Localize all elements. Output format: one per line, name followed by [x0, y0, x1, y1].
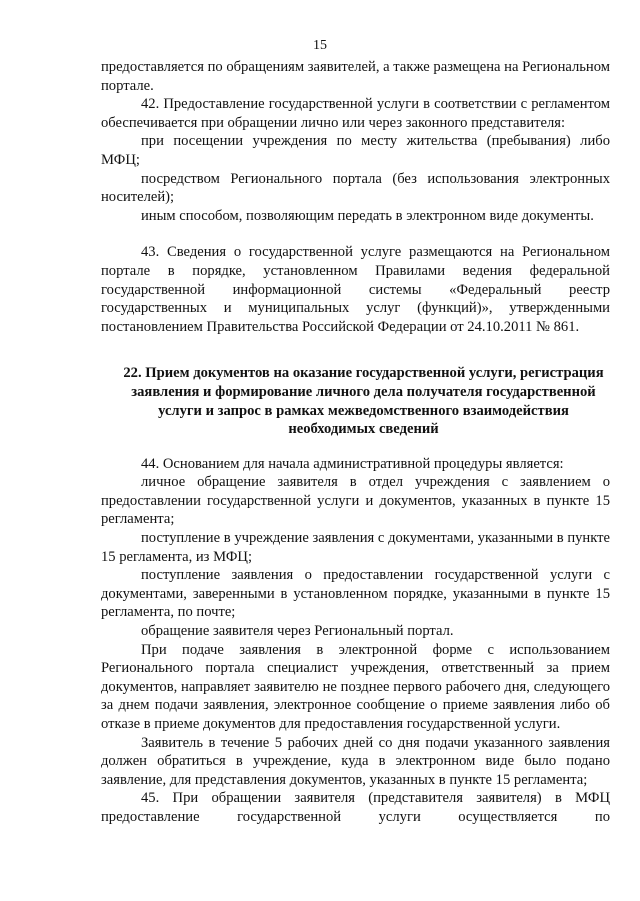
document-body — [101, 58, 610, 827]
paragraph-45: 45. При обращении заявителя (представителя заявителя) в МФЦ предоставление государственной услуги осуществляется по — [101, 790, 610, 825]
paragraph-43: 43. Сведения о государственной услуге размещаются на Региональном портале в порядке, установленном Правилами ведения федеральной государственной информационной системы «Федеральный реестр государственных и муниципальных услуг (функций)», утвержденными постановлением Правительства Российской Федерации от 24.10.2011 № 861. — [101, 244, 610, 335]
paragraph-42-item-other: иным способом, позволяющим передать в электронном виде документы. — [141, 207, 594, 224]
paragraph-44-item-personal: личное обращение заявителя в отдел учреждения с заявлением о предоставлении государственной услуги и документов, указанных в пункте 15 регламента; — [101, 474, 610, 528]
section-22-heading: 22. Прием документов на оказание государственной услуги, регистрация заявления и формирование личного дела получателя государственной услуги и запрос в рамках межведомственного взаимодействия необходимых сведений — [123, 365, 604, 438]
paragraph-44-electronic: При подаче заявления в электронной форме с использованием Регионального портала специалист учреждения, ответственный за прием документов, направляет заявителю не позднее первого рабочего дня, следующего за днем подачи заявления, электронное сообщение о приеме заявления либо об отказе в приеме документов для предоставления государственной услуги. — [101, 641, 610, 732]
page-number: 15 — [313, 38, 327, 53]
paragraph-42-item-portal: посредством Регионального портала (без использования электронных носителей); — [101, 170, 610, 206]
spacer — [101, 336, 610, 364]
spacer — [101, 439, 610, 455]
paragraph-44-item-mail: поступление заявления о предоставлении государственной услуги с документами, заверенными в установленном порядке, указанными в пункте 15 регламента, по почте; — [101, 567, 610, 621]
paragraph-44: 44. Основанием для начала административной процедуры является: — [141, 455, 564, 472]
paragraph-continuation: предоставляется по обращениям заявителей, а также размещена на Региональном портале. — [101, 59, 610, 94]
paragraph-44-deadline: Заявитель в течение 5 рабочих дней со дня подачи указанного заявления должен обратиться в учреждение, куда в электронном виде было подано заявление, для представления документов, указанных в пункте 15 регламента; — [101, 734, 610, 788]
paragraph-44-item-portal: обращение заявителя через Региональный портал. — [141, 623, 454, 640]
paragraph-42-item-visit: при посещении учреждения по месту жительства (пребывания) либо МФЦ; — [101, 133, 610, 168]
spacer — [101, 225, 610, 243]
paragraph-42: 42. Предоставление государственной услуги в соответствии с регламентом обеспечивается при обращении лично или через законного представителя: — [101, 96, 610, 131]
paragraph-44-item-mfc: поступление в учреждение заявления с документами, указанными в пункте 15 регламента, из МФЦ; — [101, 530, 610, 565]
